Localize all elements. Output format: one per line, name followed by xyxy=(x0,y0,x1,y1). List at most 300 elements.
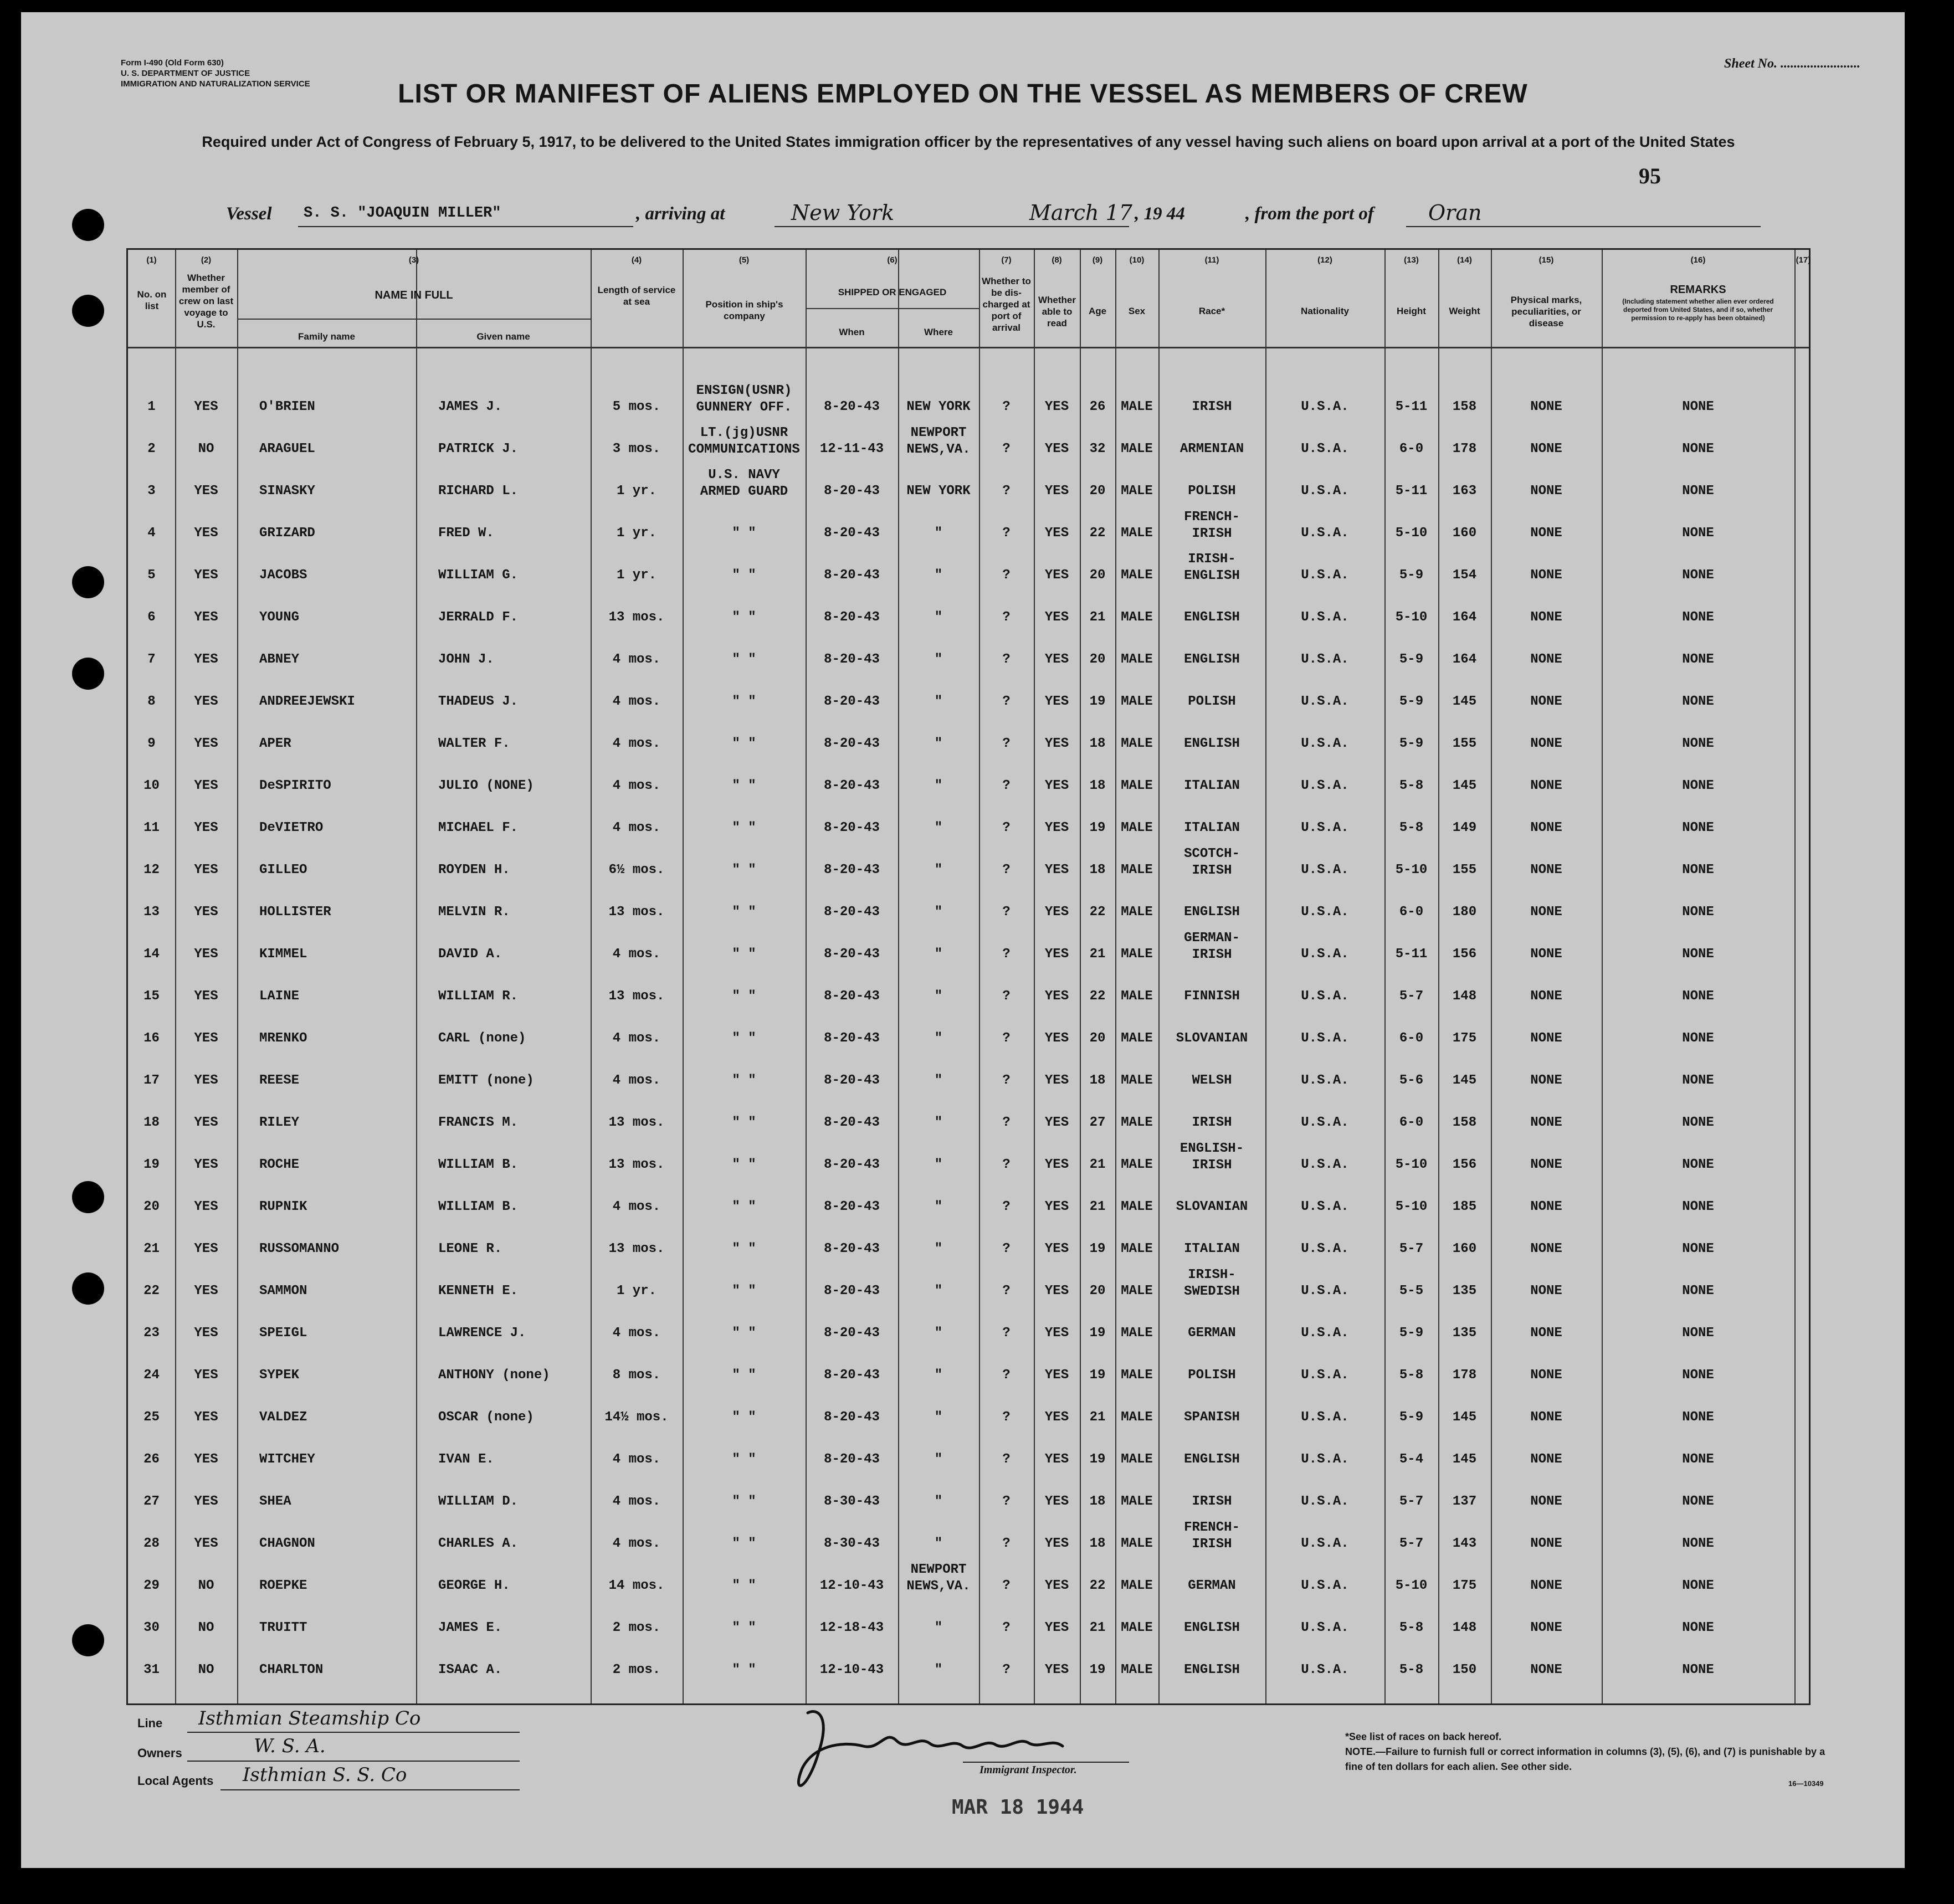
cell-able-to-read: YES xyxy=(1044,1073,1069,1088)
cell-remarks: NONE xyxy=(1682,863,1714,877)
cell-sex: MALE xyxy=(1121,1536,1153,1551)
cell-discharged: ? xyxy=(1002,399,1011,414)
cell-remarks: NONE xyxy=(1682,1326,1714,1341)
cell-able-to-read: YES xyxy=(1044,610,1069,625)
cell-member-last-voyage: YES xyxy=(194,694,218,709)
cell-physical-marks: NONE xyxy=(1530,1494,1562,1509)
local-agents-label: Local Agents xyxy=(137,1774,214,1788)
cell-shipped-where: " xyxy=(934,1326,943,1341)
cell-able-to-read: YES xyxy=(1044,1199,1069,1214)
cell-discharged: ? xyxy=(1002,652,1011,667)
column-number: (3) xyxy=(408,255,419,265)
cell-discharged: ? xyxy=(1002,778,1011,793)
cell-race: ARMENIAN xyxy=(1179,442,1244,456)
cell-nationality: U.S.A. xyxy=(1301,1410,1349,1425)
cell-row-number: 17 xyxy=(143,1073,160,1088)
cell-given-name: LEONE R. xyxy=(438,1241,502,1256)
cell-sex: MALE xyxy=(1121,1284,1153,1299)
cell-weight: 137 xyxy=(1452,1494,1477,1509)
cell-line: U.S. NAVY xyxy=(708,468,780,483)
cell-weight: 149 xyxy=(1452,820,1477,835)
cell-nationality: U.S.A. xyxy=(1301,1578,1349,1593)
cell-physical-marks: NONE xyxy=(1530,1662,1562,1677)
cell-able-to-read: YES xyxy=(1044,863,1069,877)
cell-discharged: ? xyxy=(1002,442,1011,456)
cell-position-in-company: " " xyxy=(732,568,756,583)
cell-nationality: U.S.A. xyxy=(1301,863,1349,877)
cell-row-number: 15 xyxy=(143,989,160,1004)
cell-row-number: 26 xyxy=(143,1452,160,1467)
cell-physical-marks: NONE xyxy=(1530,1578,1562,1593)
cell-nationality: U.S.A. xyxy=(1301,1662,1349,1677)
cell-height: 5-9 xyxy=(1399,736,1424,751)
cell-member-last-voyage: YES xyxy=(194,989,218,1004)
cell-nationality: U.S.A. xyxy=(1301,484,1349,499)
cell-length-of-service: 13 mos. xyxy=(608,1157,665,1172)
cell-nationality: U.S.A. xyxy=(1301,399,1349,414)
cell-family-name: RUPNIK xyxy=(259,1199,307,1214)
cell-discharged: ? xyxy=(1002,526,1011,541)
cell-sex: MALE xyxy=(1121,610,1153,625)
cell-nationality: U.S.A. xyxy=(1301,1241,1349,1256)
cell-discharged: ? xyxy=(1002,1115,1011,1130)
cell-given-name: RICHARD L. xyxy=(438,484,519,499)
cell-given-name: PATRICK J. xyxy=(438,442,519,456)
sheet-number-label: Sheet No. ........................ xyxy=(1724,57,1860,71)
cell-weight: 178 xyxy=(1452,1368,1477,1383)
cell-family-name: YOUNG xyxy=(259,610,300,625)
date-stamp: MAR 18 1944 xyxy=(952,1796,1084,1819)
cell-nationality: U.S.A. xyxy=(1301,1199,1349,1214)
cell-shipped-where: " xyxy=(934,1073,943,1088)
cell-row-number: 24 xyxy=(143,1368,160,1383)
cell-nationality: U.S.A. xyxy=(1301,1326,1349,1341)
punch-hole xyxy=(72,658,104,690)
cell-nationality: U.S.A. xyxy=(1301,610,1349,625)
cell-shipped-when: 8-20-43 xyxy=(824,1410,880,1425)
cell-height: 6-0 xyxy=(1399,442,1424,456)
cell-family-name: TRUITT xyxy=(259,1620,307,1635)
cell-sex: MALE xyxy=(1121,1073,1153,1088)
cell-position-in-company: " " xyxy=(732,820,756,835)
cell-member-last-voyage: YES xyxy=(194,652,218,667)
cell-race: SLOVANIAN xyxy=(1176,1031,1248,1046)
header-family-name: Family name xyxy=(298,331,355,342)
cell-given-name: FRED W. xyxy=(438,526,494,541)
cell-race: ITALIAN xyxy=(1184,1241,1240,1256)
cell-shipped-where: " xyxy=(934,989,943,1004)
cell-shipped-where: " xyxy=(934,778,943,793)
cell-length-of-service: 4 mos. xyxy=(612,1326,661,1341)
cell-race xyxy=(1158,551,1265,584)
cell-family-name: CHAGNON xyxy=(259,1536,315,1551)
cell-height: 5-9 xyxy=(1399,568,1424,583)
cell-race xyxy=(1158,1520,1265,1553)
cell-physical-marks: NONE xyxy=(1530,736,1562,751)
cell-member-last-voyage: YES xyxy=(194,484,218,499)
cell-weight: 156 xyxy=(1452,1157,1477,1172)
races-note: *See list of races on back hereof. xyxy=(1345,1731,1502,1742)
cell-age: 27 xyxy=(1089,1115,1106,1130)
column-number: (17) xyxy=(1796,255,1811,265)
cell-length-of-service: 14 mos. xyxy=(608,1578,665,1593)
cell-given-name: ANTHONY (none) xyxy=(438,1368,550,1383)
cell-row-number: 2 xyxy=(147,442,156,456)
cell-sex: MALE xyxy=(1121,1662,1153,1677)
cell-remarks: NONE xyxy=(1682,694,1714,709)
cell-height: 5-8 xyxy=(1399,1662,1424,1677)
cell-member-last-voyage: YES xyxy=(194,1410,218,1425)
cell-length-of-service: 4 mos. xyxy=(612,778,661,793)
cell-age: 21 xyxy=(1089,947,1106,962)
cell-position-in-company: " " xyxy=(732,778,756,793)
cell-height: 5-9 xyxy=(1399,652,1424,667)
cell-able-to-read: YES xyxy=(1044,989,1069,1004)
cell-given-name: DAVID A. xyxy=(438,947,502,962)
cell-shipped-when: 8-20-43 xyxy=(824,1452,880,1467)
cell-sex: MALE xyxy=(1121,1410,1153,1425)
cell-length-of-service: 4 mos. xyxy=(612,1536,661,1551)
cell-length-of-service: 4 mos. xyxy=(612,1199,661,1214)
cell-length-of-service: 4 mos. xyxy=(612,1494,661,1509)
cell-remarks: NONE xyxy=(1682,989,1714,1004)
cell-weight: 180 xyxy=(1452,905,1477,920)
cell-age: 22 xyxy=(1089,989,1106,1004)
column-number: (16) xyxy=(1690,255,1706,265)
cell-shipped-when: 8-20-43 xyxy=(824,484,880,499)
cell-sex: MALE xyxy=(1121,399,1153,414)
cell-able-to-read: YES xyxy=(1044,652,1069,667)
cell-sex: MALE xyxy=(1121,1494,1153,1509)
vessel-line xyxy=(226,201,1788,232)
cell-height: 5-7 xyxy=(1399,989,1424,1004)
cell-physical-marks: NONE xyxy=(1530,947,1562,962)
cell-shipped-when: 8-20-43 xyxy=(824,1368,880,1383)
cell-nationality: U.S.A. xyxy=(1301,905,1349,920)
cell-nationality: U.S.A. xyxy=(1301,947,1349,962)
cell-length-of-service: 13 mos. xyxy=(608,989,665,1004)
cell-remarks: NONE xyxy=(1682,820,1714,835)
cell-line: NEWS,VA. xyxy=(906,1579,971,1594)
cell-shipped-when: 8-20-43 xyxy=(824,905,880,920)
column-number: (5) xyxy=(738,255,750,265)
cell-position-in-company xyxy=(683,383,806,416)
cell-race: POLISH xyxy=(1188,694,1236,709)
line-label: Line xyxy=(137,1716,163,1730)
cell-sex: MALE xyxy=(1121,905,1153,920)
cell-shipped-where: " xyxy=(934,905,943,920)
cell-member-last-voyage: YES xyxy=(194,1199,218,1214)
cell-family-name: WITCHEY xyxy=(259,1452,315,1467)
column-number: (9) xyxy=(1092,255,1103,265)
cell-family-name: LAINE xyxy=(259,989,300,1004)
column-number: (12) xyxy=(1317,255,1332,265)
cell-race: POLISH xyxy=(1188,1368,1236,1383)
cell-family-name: SPEIGL xyxy=(259,1326,307,1341)
cell-position-in-company: " " xyxy=(732,947,756,962)
cell-family-name: GRIZARD xyxy=(259,526,315,541)
cell-shipped-where: " xyxy=(934,1284,943,1299)
cell-row-number: 4 xyxy=(147,526,156,541)
cell-remarks: NONE xyxy=(1682,568,1714,583)
cell-able-to-read: YES xyxy=(1044,947,1069,962)
cell-remarks: NONE xyxy=(1682,1241,1714,1256)
cell-shipped-where: " xyxy=(934,526,943,541)
cell-age: 22 xyxy=(1089,905,1106,920)
page-number: 95 xyxy=(1639,163,1661,188)
cell-weight: 145 xyxy=(1452,694,1477,709)
cell-row-number: 10 xyxy=(143,778,160,793)
cell-length-of-service: 6½ mos. xyxy=(608,863,665,877)
cell-age: 20 xyxy=(1089,652,1106,667)
cell-discharged: ? xyxy=(1002,1073,1011,1088)
cell-height: 5-7 xyxy=(1399,1241,1424,1256)
cell-height: 6-0 xyxy=(1399,1115,1424,1130)
cell-discharged: ? xyxy=(1002,1284,1011,1299)
cell-remarks: NONE xyxy=(1682,1536,1714,1551)
cell-shipped-where: " xyxy=(934,947,943,962)
cell-physical-marks: NONE xyxy=(1530,1284,1562,1299)
cell-weight: 158 xyxy=(1452,399,1477,414)
cell-row-number: 12 xyxy=(143,863,160,877)
cell-member-last-voyage: NO xyxy=(198,1620,214,1635)
cell-length-of-service: 4 mos. xyxy=(612,652,661,667)
cell-remarks: NONE xyxy=(1682,484,1714,499)
cell-line: GUNNERY OFF. xyxy=(696,400,792,415)
cell-discharged: ? xyxy=(1002,1368,1011,1383)
cell-shipped-where: " xyxy=(934,736,943,751)
cell-remarks: NONE xyxy=(1682,1073,1714,1088)
cell-age: 26 xyxy=(1089,399,1106,414)
cell-physical-marks: NONE xyxy=(1530,1157,1562,1172)
cell-physical-marks: NONE xyxy=(1530,694,1562,709)
cell-shipped-where: " xyxy=(934,568,943,583)
header-physical-marks: Physical marks, peculiarities, or disease xyxy=(1510,295,1582,329)
cell-sex: MALE xyxy=(1121,568,1153,583)
cell-remarks: NONE xyxy=(1682,1494,1714,1509)
cell-age: 21 xyxy=(1089,1410,1106,1425)
cell-weight: 175 xyxy=(1452,1578,1477,1593)
cell-height: 5-7 xyxy=(1399,1536,1424,1551)
cell-length-of-service: 14½ mos. xyxy=(604,1410,669,1425)
cell-shipped-where: " xyxy=(934,1494,943,1509)
cell-remarks: NONE xyxy=(1682,1368,1714,1383)
cell-position-in-company: " " xyxy=(732,1199,756,1214)
cell-row-number: 11 xyxy=(143,820,160,835)
cell-position-in-company: " " xyxy=(732,694,756,709)
cell-age: 20 xyxy=(1089,1031,1106,1046)
cell-sex: MALE xyxy=(1121,820,1153,835)
form-code: 16—10349 xyxy=(1788,1779,1824,1788)
cell-row-number: 7 xyxy=(147,652,156,667)
cell-given-name: OSCAR (none) xyxy=(438,1410,534,1425)
cell-height: 5-11 xyxy=(1395,947,1428,962)
cell-shipped-where: " xyxy=(934,1368,943,1383)
cell-given-name: WILLIAM D. xyxy=(438,1494,519,1509)
cell-position-in-company: " " xyxy=(732,1410,756,1425)
cell-given-name: MICHAEL F. xyxy=(438,820,519,835)
cell-able-to-read: YES xyxy=(1044,484,1069,499)
cell-physical-marks: NONE xyxy=(1530,989,1562,1004)
cell-height: 5-5 xyxy=(1399,1284,1424,1299)
cell-given-name: WILLIAM R. xyxy=(438,989,519,1004)
cell-height: 5-10 xyxy=(1395,863,1428,877)
cell-nationality: U.S.A. xyxy=(1301,1536,1349,1551)
cell-line: IRISH xyxy=(1192,526,1232,541)
cell-shipped-where: " xyxy=(934,1662,943,1677)
header-when: When xyxy=(839,327,865,337)
owners-label: Owners xyxy=(137,1746,182,1760)
cell-weight: 145 xyxy=(1452,778,1477,793)
cell-shipped-where: " xyxy=(934,694,943,709)
cell-line: ENGLISH xyxy=(1184,568,1240,583)
cell-given-name: LAWRENCE J. xyxy=(438,1326,526,1341)
cell-race xyxy=(1158,930,1265,963)
cell-height: 5-10 xyxy=(1395,526,1428,541)
cell-able-to-read: YES xyxy=(1044,778,1069,793)
cell-remarks: NONE xyxy=(1682,652,1714,667)
cell-physical-marks: NONE xyxy=(1530,1073,1562,1088)
cell-shipped-where: " xyxy=(934,1115,943,1130)
arrival-year: , 19 44 xyxy=(1135,204,1185,224)
cell-height: 5-8 xyxy=(1399,820,1424,835)
cell-remarks: NONE xyxy=(1682,1199,1714,1214)
cell-physical-marks: NONE xyxy=(1530,1199,1562,1214)
cell-race: ITALIAN xyxy=(1184,778,1240,793)
cell-position-in-company: " " xyxy=(732,1073,756,1088)
cell-position-in-company xyxy=(683,425,806,458)
cell-discharged: ? xyxy=(1002,1031,1011,1046)
cell-nationality: U.S.A. xyxy=(1301,989,1349,1004)
cell-row-number: 9 xyxy=(147,736,156,751)
cell-race: WELSH xyxy=(1192,1073,1232,1088)
cell-able-to-read: YES xyxy=(1044,1578,1069,1593)
cell-age: 22 xyxy=(1089,526,1106,541)
cell-discharged: ? xyxy=(1002,1199,1011,1214)
cell-position-in-company: " " xyxy=(732,1115,756,1130)
cell-physical-marks: NONE xyxy=(1530,610,1562,625)
cell-line: ENGLISH- xyxy=(1179,1141,1244,1156)
cell-row-number: 3 xyxy=(147,484,156,499)
cell-shipped-where: " xyxy=(934,1031,943,1046)
inspector-signature xyxy=(786,1685,1096,1813)
cell-height: 5-11 xyxy=(1395,399,1428,414)
cell-row-number: 30 xyxy=(143,1620,160,1635)
cell-physical-marks: NONE xyxy=(1530,1326,1562,1341)
header-no-on-list: No. on list xyxy=(137,289,167,311)
cell-shipped-where: " xyxy=(934,1452,943,1467)
cell-nationality: U.S.A. xyxy=(1301,1452,1349,1467)
cell-shipped-where: " xyxy=(934,820,943,835)
cell-race: ITALIAN xyxy=(1184,820,1240,835)
header-member-last-voyage: Whether member of crew on last voyage to U.S. xyxy=(178,273,234,330)
cell-age: 18 xyxy=(1089,1536,1106,1551)
vessel-label: Vessel xyxy=(226,204,272,224)
cell-length-of-service: 2 mos. xyxy=(612,1620,661,1635)
cell-shipped-when: 12-11-43 xyxy=(819,442,884,456)
cell-family-name: JACOBS xyxy=(259,568,307,583)
cell-row-number: 19 xyxy=(143,1157,160,1172)
cell-position-in-company: " " xyxy=(732,1368,756,1383)
header-age: Age xyxy=(1088,306,1107,316)
column-number: (1) xyxy=(146,255,157,265)
cell-position-in-company: " " xyxy=(732,1157,756,1172)
cell-length-of-service: 1 yr. xyxy=(616,568,657,583)
cell-position-in-company: " " xyxy=(732,1620,756,1635)
punch-hole xyxy=(72,1272,104,1305)
cell-discharged: ? xyxy=(1002,1157,1011,1172)
arriving-label: , arriving at xyxy=(636,204,725,224)
cell-age: 19 xyxy=(1089,1662,1106,1677)
cell-member-last-voyage: YES xyxy=(194,947,218,962)
cell-weight: 150 xyxy=(1452,1662,1477,1677)
header-able-to-read: Whether able to read xyxy=(1038,295,1076,329)
cell-age: 20 xyxy=(1089,1284,1106,1299)
page-subtitle: Required under Act of Congress of February 5, 1917, to be delivered to the United States immigration officer by the representatives of any vessel having such aliens on board upon arrival at a port of the United States xyxy=(202,134,1735,150)
cell-physical-marks: NONE xyxy=(1530,820,1562,835)
cell-nationality: U.S.A. xyxy=(1301,736,1349,751)
cell-remarks: NONE xyxy=(1682,526,1714,541)
cell-discharged: ? xyxy=(1002,1494,1011,1509)
cell-race: POLISH xyxy=(1188,484,1236,499)
cell-race: ENGLISH xyxy=(1184,1452,1240,1467)
cell-length-of-service: 4 mos. xyxy=(612,1073,661,1088)
header-remarks-note: (Including statement whether alien ever ordered deported from United States, and if so, whether permission to re-apply has been obtained) xyxy=(1622,297,1774,322)
penalty-note: NOTE.—Failure to furnish full or correct information in columns (3), (5), (6), and (7) is punishable by a fine of ten dollars for each alien. See other side. xyxy=(1345,1746,1825,1772)
cell-remarks: NONE xyxy=(1682,778,1714,793)
cell-given-name: ROYDEN H. xyxy=(438,863,510,877)
cell-family-name: DeSPIRITO xyxy=(259,778,331,793)
cell-nationality: U.S.A. xyxy=(1301,442,1349,456)
cell-age: 21 xyxy=(1089,1199,1106,1214)
cell-discharged: ? xyxy=(1002,863,1011,877)
cell-line: FRENCH- xyxy=(1184,1520,1240,1535)
cell-row-number: 6 xyxy=(147,610,156,625)
cell-nationality: U.S.A. xyxy=(1301,1157,1349,1172)
cell-sex: MALE xyxy=(1121,736,1153,751)
cell-sex: MALE xyxy=(1121,1241,1153,1256)
column-number: (15) xyxy=(1538,255,1554,265)
cell-length-of-service: 4 mos. xyxy=(612,1452,661,1467)
column-number: (6) xyxy=(887,255,897,265)
cell-given-name: KENNETH E. xyxy=(438,1284,519,1299)
cell-position-in-company: " " xyxy=(732,905,756,920)
cell-sex: MALE xyxy=(1121,1031,1153,1046)
cell-nationality: U.S.A. xyxy=(1301,778,1349,793)
cell-length-of-service: 4 mos. xyxy=(612,736,661,751)
header-where: Where xyxy=(924,327,953,337)
cell-row-number: 16 xyxy=(143,1031,160,1046)
cell-physical-marks: NONE xyxy=(1530,1368,1562,1383)
cell-position-in-company: " " xyxy=(732,863,756,877)
cell-shipped-when: 8-20-43 xyxy=(824,526,880,541)
cell-race: SPANISH xyxy=(1184,1410,1240,1425)
cell-able-to-read: YES xyxy=(1044,1284,1069,1299)
from-port: Oran xyxy=(1428,201,1482,225)
cell-weight: 185 xyxy=(1452,1199,1477,1214)
cell-shipped-when: 8-20-43 xyxy=(824,863,880,877)
cell-row-number: 31 xyxy=(143,1662,160,1677)
cell-weight: 156 xyxy=(1452,947,1477,962)
cell-able-to-read: YES xyxy=(1044,1368,1069,1383)
cell-age: 18 xyxy=(1089,863,1106,877)
cell-shipped-when: 8-20-43 xyxy=(824,736,880,751)
cell-remarks: NONE xyxy=(1682,1115,1714,1130)
cell-age: 22 xyxy=(1089,1578,1106,1593)
cell-shipped-where: " xyxy=(934,652,943,667)
cell-physical-marks: NONE xyxy=(1530,442,1562,456)
vessel-name: S. S. "JOAQUIN MILLER" xyxy=(304,205,501,222)
